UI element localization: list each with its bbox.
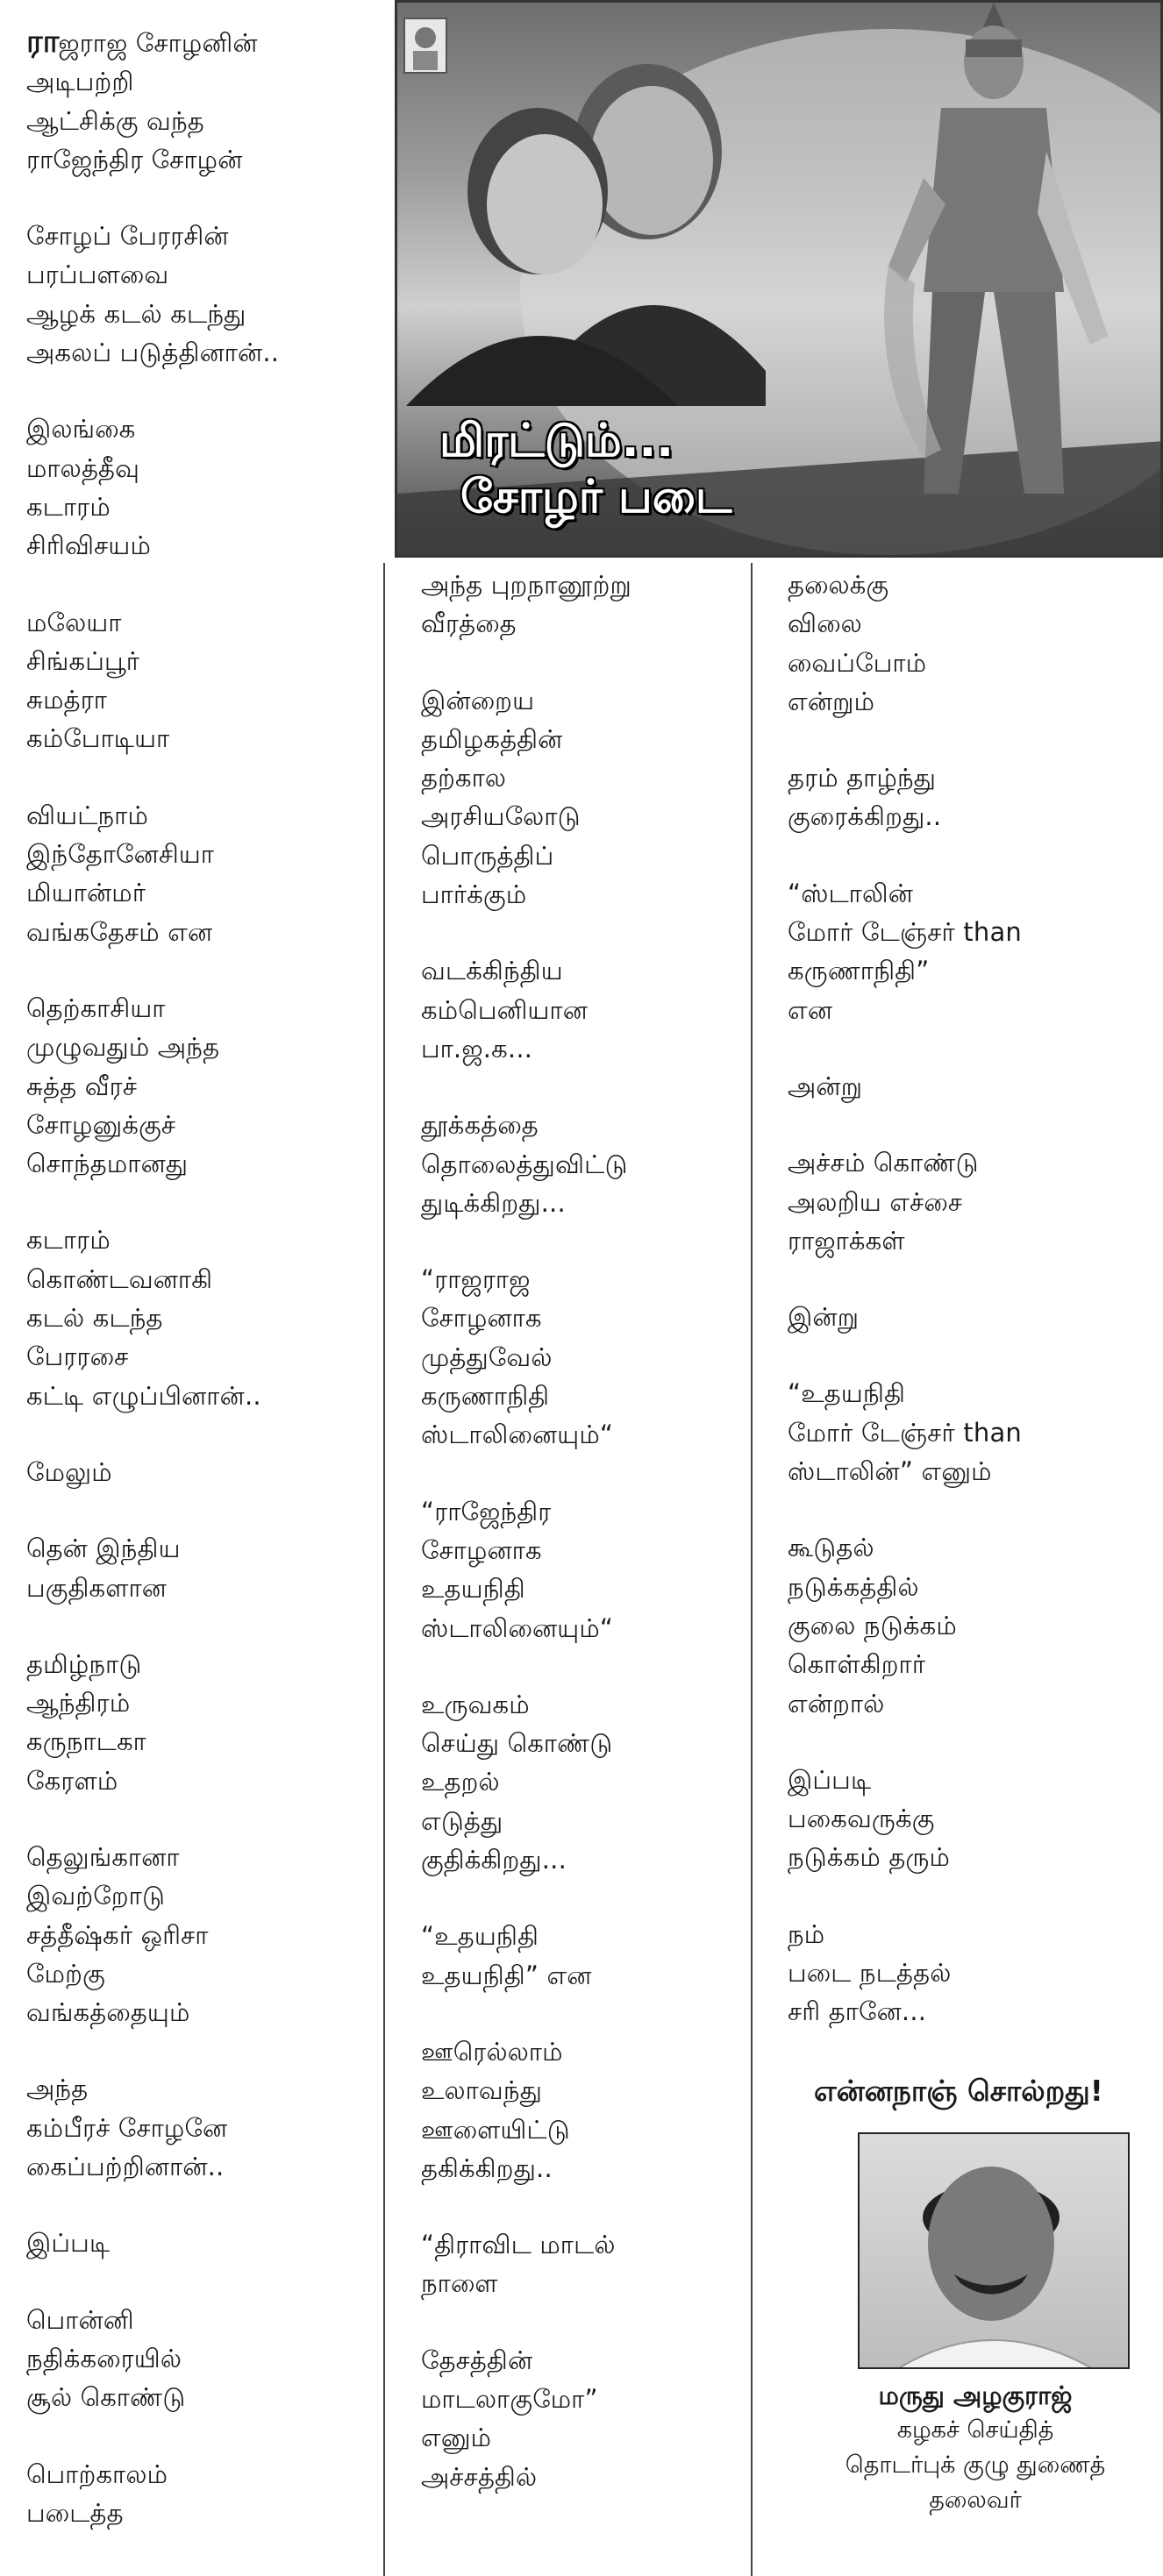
verse-line: வடக்கிந்திய <box>421 956 563 986</box>
stanza <box>788 1143 1163 1260</box>
verse-line: சிரிவிசயம் <box>26 530 152 561</box>
stanza <box>26 1645 386 1800</box>
verse-line: அந்த புறநானூற்று <box>421 570 631 600</box>
verse-line: தூக்கத்தை <box>421 1110 539 1141</box>
verse-line: அகலப் படுத்தினான்.. <box>26 338 280 368</box>
verse-line: இப்படி <box>26 2228 111 2259</box>
verse-line: கட்டி எழுப்பினான்.. <box>26 1380 261 1411</box>
verse-line: தெற்காசியா <box>26 993 166 1023</box>
verse-line: நடுக்கத்தில் <box>788 1571 919 1602</box>
verse-line: கடாரம் <box>26 491 111 522</box>
verse-line: சோழனாக <box>421 1534 542 1565</box>
stanza <box>421 1685 744 1879</box>
verse-line: விலை <box>788 608 862 639</box>
banner-title-line2: சோழர் படை <box>460 471 732 523</box>
verse-line: உதயநிதி <box>421 1574 525 1605</box>
verse-line: தகிக்கிறது.. <box>421 2153 553 2183</box>
verse-line: ஊரெல்லாம் <box>421 2036 563 2067</box>
verse-line: பொற்காலம் <box>26 2459 168 2489</box>
verse-line: ஆழக் கடல் கடந்து <box>26 298 246 329</box>
verse-line: உலாவந்து <box>421 2075 543 2106</box>
verse-line: குரைக்கிறது.. <box>788 801 942 832</box>
banner-title <box>439 413 731 525</box>
stanza <box>26 409 386 565</box>
verse-line: அச்சம் கொண்டு <box>788 1148 979 1178</box>
verse-line: “ஸ்டாலின் <box>788 878 914 908</box>
verse-line: கடல் கடந்த <box>26 1303 163 1334</box>
stanza <box>788 874 1163 1029</box>
verse-line: அடிபற்றி <box>26 67 134 97</box>
verse-line: தென் இந்திய <box>26 1534 181 1564</box>
stanza <box>421 1492 744 1647</box>
stanza <box>26 2301 386 2417</box>
verse-line: மியான்மர் <box>26 878 146 908</box>
verse-line: கொள்கிறார் <box>788 1649 926 1680</box>
stanza <box>421 1260 744 1454</box>
verse-line: தலைக்கு <box>788 570 889 600</box>
verse-line: தற்கால <box>421 763 507 793</box>
verse-line: “ராஜேந்திர <box>421 1496 552 1526</box>
verse-line: கடாரம் <box>26 1225 111 1256</box>
verse-line: ஆட்சிக்கு வந்த <box>26 105 204 136</box>
signoff-heading: என்னநாஞ் சொல்றது! <box>814 2073 1103 2108</box>
verse-line: மோர் டேஞ்சர் than <box>788 1417 1022 1448</box>
author-portrait-illustration <box>860 2134 1130 2369</box>
verse-line: மோர் டேஞ்சர் than <box>788 917 1022 948</box>
stanza <box>421 951 744 1068</box>
verse-line: வங்கத்தையும் <box>26 1997 190 2028</box>
verse-line: உதயநிதி” என <box>421 1960 592 1990</box>
verse-line: சத்தீஷ்கர் ஒரிசா <box>26 1919 209 1950</box>
verse-line: மாலத்தீவு <box>26 452 140 483</box>
poem-column-3 <box>788 566 1163 2518</box>
author-role-line3: தலைவர் <box>929 2486 1022 2514</box>
verse-line: என <box>788 994 833 1025</box>
author-portrait <box>858 2132 1130 2369</box>
stanza <box>788 758 1163 836</box>
verse-line: கம்போடியா <box>26 723 170 754</box>
verse-line: “உதயநிதி <box>421 1921 539 1952</box>
verse-line: தமிழ்நாடு <box>26 1648 142 1679</box>
verse-line: இந்தோனேசியா <box>26 839 215 870</box>
stanza <box>788 1915 1163 2032</box>
verse-line: மேற்கு <box>26 1958 105 1989</box>
verse-line: “ராஜராஜ <box>421 1264 531 1295</box>
verse-line: ஸ்டாலினையும்“ <box>421 1612 614 1643</box>
verse-line: என்றால் <box>788 1688 885 1719</box>
stanza <box>26 796 386 951</box>
verse-line: கருநாடகா <box>26 1726 146 1757</box>
stanza <box>26 2069 386 2186</box>
stanza <box>421 2032 744 2188</box>
verse-line: தமிழகத்தின் <box>421 723 563 754</box>
verse-line: பொருத்திப் <box>421 840 554 871</box>
stanza <box>788 1067 1163 1106</box>
verse-line: கம்பீரச் சோழனே <box>26 2112 228 2143</box>
drop-cap: ரா <box>26 24 59 60</box>
stanza <box>26 1220 386 1414</box>
verse-line: கருணாநிதி <box>421 1381 550 1412</box>
stanza <box>26 1453 386 1491</box>
stanza <box>788 1528 1163 1722</box>
verse-line: பகுதிகளான <box>26 1572 168 1603</box>
stanza <box>26 2224 386 2262</box>
verse-line: தேசத்தின் <box>421 2345 533 2375</box>
poem-column-3-text <box>788 566 1163 2032</box>
verse-line: வியட்நாம் <box>26 800 149 830</box>
verse-line: அச்சத்தில் <box>421 2461 538 2492</box>
verse-line: நதிக்கரையில் <box>26 2343 182 2373</box>
stanza <box>788 566 1163 721</box>
verse-line: படைத்த <box>26 2497 124 2528</box>
stanza <box>421 681 744 914</box>
verse-line: முழுவதும் அந்த <box>26 1032 220 1063</box>
verse-line: ஊளையிட்டு <box>421 2114 570 2145</box>
verse-line: அலறிய எச்சை <box>788 1186 963 1217</box>
author-name: மருது அழகுராஜ் <box>878 2380 1073 2410</box>
verse-line: “உதயநிதி <box>788 1378 906 1409</box>
stanza <box>421 2341 744 2496</box>
verse-line: பொன்னி <box>26 2304 134 2335</box>
stanza <box>26 23 386 179</box>
verse-line: குலை நடுக்கம் <box>788 1610 957 1640</box>
verse-line: வைப்போம் <box>788 647 927 678</box>
stanza <box>26 217 386 372</box>
verse-line: உருவகம் <box>421 1689 530 1719</box>
column-divider-right <box>751 563 753 2576</box>
verse-line: படை நடத்தல் <box>788 1958 952 1989</box>
verse-line: என்றும் <box>788 686 875 716</box>
verse-line: நம் <box>788 1918 825 1949</box>
verse-line: குதிக்கிறது... <box>421 1845 567 1875</box>
verse-line: செய்து கொண்டு <box>421 1728 613 1759</box>
verse-line: கொண்டவனாகி <box>26 1263 213 1294</box>
stanza <box>26 2455 386 2533</box>
verse-line: தெலுங்கானா <box>26 1841 180 1872</box>
stanza <box>788 1298 1163 1336</box>
verse-line: சரி தானே... <box>788 1996 927 2027</box>
verse-line: இன்று <box>788 1302 860 1333</box>
verse-line: எடுத்து <box>421 1805 503 1836</box>
verse-line: இப்படி <box>788 1764 872 1795</box>
stanza <box>26 603 386 758</box>
verse-line: ராஜாக்கள் <box>788 1225 905 1256</box>
verse-line: வீரத்தை <box>421 608 517 639</box>
verse-line: சோழப் பேரரசின் <box>26 221 229 252</box>
verse-line: ராஜேந்திர சோழன் <box>26 144 243 174</box>
stanza <box>421 566 744 644</box>
verse-line: மேலும் <box>26 1456 112 1487</box>
verse-line: துடிக்கிறது... <box>421 1187 566 1218</box>
verse-line: முத்துவேல் <box>421 1341 553 1372</box>
verse-line <box>26 23 386 62</box>
verse-line: தொலைத்துவிட்டு <box>421 1149 628 1179</box>
verse-line: மலேயா <box>26 607 122 637</box>
verse-line: சுத்த வீரச் <box>26 1071 138 1101</box>
verse-line: சோழனாக <box>421 1303 542 1334</box>
verse-line: சூல் கொண்டு <box>26 2382 186 2413</box>
poem-column-1 <box>0 0 386 2570</box>
banner-title-line1: மிரட்டும்... <box>439 415 674 467</box>
verse-line: பகைவருக்கு <box>788 1804 935 1834</box>
stanza <box>421 2225 744 2303</box>
verse-line: சிங்கப்பூர் <box>26 645 140 676</box>
verse-line: கூடுதல் <box>788 1533 874 1563</box>
verse-line: அன்று <box>788 1071 863 1101</box>
verse-line: இவற்றோடு <box>26 1881 166 1911</box>
verse-line: தரம் தாழ்ந்து <box>788 763 937 793</box>
verse-line: மாடலாகுமோ” <box>421 2383 598 2414</box>
verse-line: பா.ஜ.க... <box>421 1033 533 1064</box>
verse-line: எனும் <box>421 2423 492 2453</box>
verse-line: வங்கதேசம் என <box>26 916 213 947</box>
poem-column-2 <box>421 566 744 2534</box>
author-role-line2: தொடர்புக் குழு துணைத் <box>845 2451 1106 2479</box>
stanza <box>26 1529 386 1607</box>
stanza <box>421 1106 744 1222</box>
verse-line: இலங்கை <box>26 414 136 445</box>
stanza <box>26 989 386 1183</box>
verse-line: சுமத்ரா <box>26 685 108 715</box>
verse-line: பார்க்கும் <box>421 879 527 910</box>
verse-line: கைப்பற்றினான்.. <box>26 2152 225 2182</box>
banner-image <box>395 0 1163 558</box>
verse-line: அரசியலோடு <box>421 801 581 832</box>
stanza <box>26 1838 386 2032</box>
verse-line: ஸ்டாலினையும்“ <box>421 1420 614 1450</box>
verse-line-text: ஜராஜ சோழனின் <box>58 28 258 58</box>
stanza <box>788 1374 1163 1491</box>
verse-line: உதறல் <box>421 1767 500 1797</box>
stanza <box>421 1917 744 1995</box>
verse-line: பேரரசை <box>26 1341 129 1372</box>
verse-line: ஆந்திரம் <box>26 1688 131 1719</box>
verse-line: ஸ்டாலின்” எனும் <box>788 1456 992 1487</box>
verse-line: பரப்பளவை <box>26 260 169 290</box>
verse-line: அந்த <box>26 2074 89 2104</box>
verse-line: சோழனுக்குச் <box>26 1109 176 1140</box>
verse-line: சொந்தமானது <box>26 1149 189 1179</box>
verse-line: நடுக்கம் தரும் <box>788 1842 951 1873</box>
verse-line: கம்பெனியான <box>421 994 589 1025</box>
verse-line: கருணாநிதி” <box>788 956 930 986</box>
verse-line: “திராவிட மாடல் <box>421 2230 616 2260</box>
stanza <box>788 1761 1163 1877</box>
verse-line: இன்றைய <box>421 685 535 715</box>
author-role-line1: கழகச் செய்தித் <box>896 2416 1054 2444</box>
verse-line: கேரளம் <box>26 1765 118 1796</box>
verse-line: நாளை <box>421 2268 498 2299</box>
